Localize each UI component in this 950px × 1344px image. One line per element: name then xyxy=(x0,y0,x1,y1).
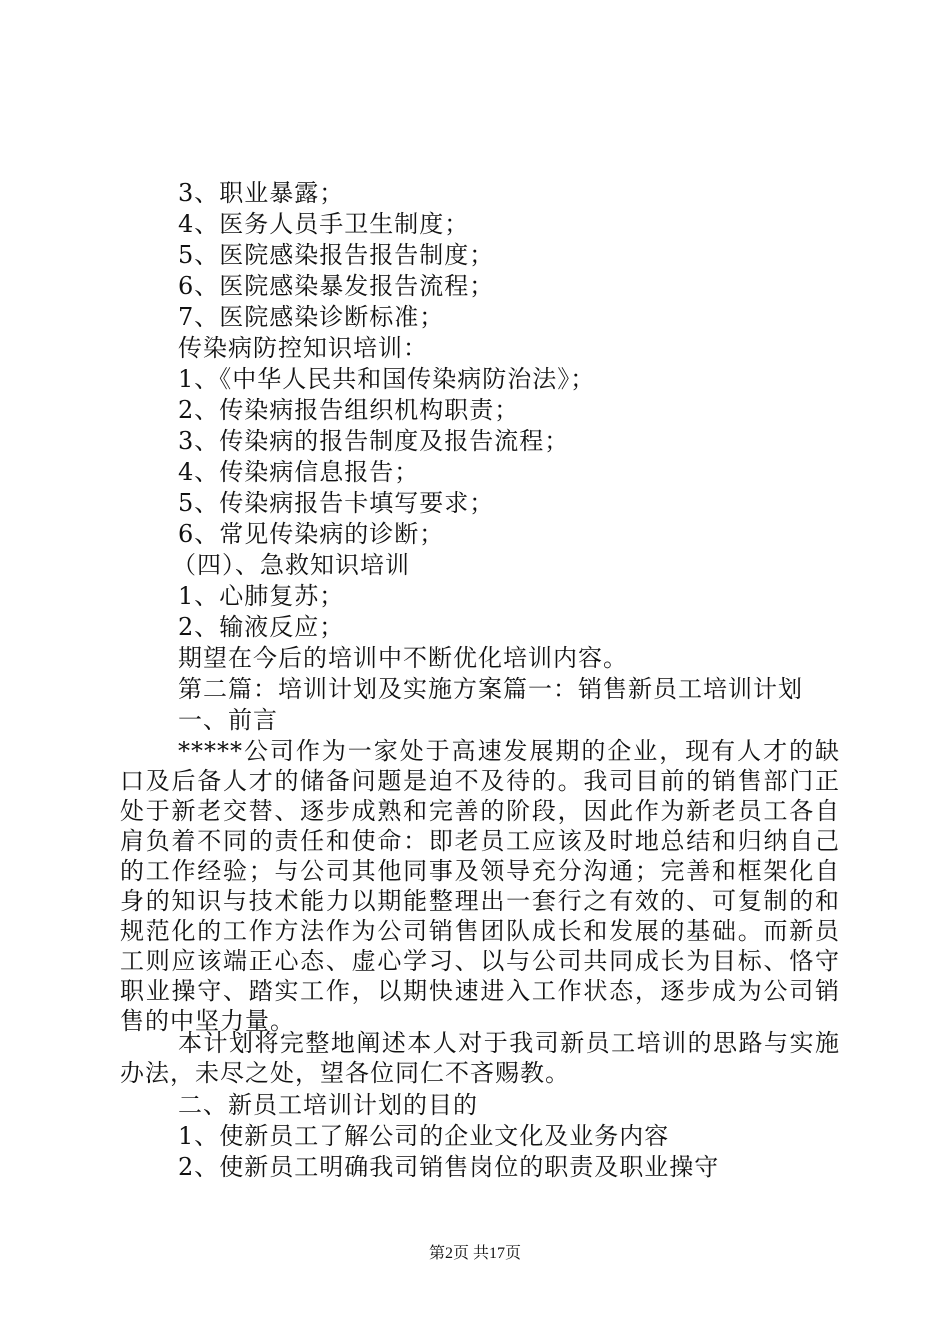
list-item: 6、常见传染病的诊断； xyxy=(178,520,445,548)
section-heading: （四）、急救知识培训 xyxy=(172,551,410,579)
list-item: 1、心肺复苏； xyxy=(178,582,345,610)
list-item: 1、《中华人民共和国传染病防治法》； xyxy=(178,365,596,393)
text-line: 期望在今后的培训中不断优化培训内容。 xyxy=(178,644,628,672)
list-item: 2、使新员工明确我司销售岗位的职责及职业操守 xyxy=(178,1153,720,1181)
body-paragraph: *****公司作为一家处于高速发展期的企业，现有人才的缺口及后备人才的储备问题是迫不及待的。我司目前的销售部门正处于新老交替、逐步成熟和完善的阶段，因此作为新老员工各自肩负着不同的责任和使命：即老员工应该及时地总结和归纳自己的工作经验；与公司其他同事及领导充分沟通；完善和框架化自身的知识与技术能力以期能整理出一套行之有效的、可复制的和规范化的工作方法作为公司销售团队成长和发展的基础。而新员工则应该端正心态、虚心学习、以与公司共同成长为目标、恪守职业操守、踏实工作，以期快速进入工作状态，逐步成为公司销售的中坚力量。 xyxy=(120,737,840,1035)
list-item: 4、传染病信息报告； xyxy=(178,458,420,486)
section-heading: 一、前言 xyxy=(178,706,278,734)
body-paragraph: 本计划将完整地阐述本人对于我司新员工培训的思路与实施办法，未尽之处，望各位同仁不吝赐教。 xyxy=(120,1029,840,1087)
list-item: 5、医院感染报告报告制度； xyxy=(178,241,495,269)
section-heading: 传染病防控知识培训： xyxy=(178,334,428,362)
list-item: 3、传染病的报告制度及报告流程； xyxy=(178,427,570,455)
list-item: 1、使新员工了解公司的企业文化及业务内容 xyxy=(178,1122,670,1150)
list-item: 3、职业暴露； xyxy=(178,179,345,207)
list-item: 2、传染病报告组织机构职责； xyxy=(178,396,520,424)
list-item: 5、传染病报告卡填写要求； xyxy=(178,489,495,517)
list-item: 2、输液反应； xyxy=(178,613,345,641)
section-heading: 二、新员工培训计划的目的 xyxy=(178,1091,478,1119)
chapter-title: 第二篇：培训计划及实施方案篇一：销售新员工培训计划 xyxy=(178,675,803,703)
list-item: 6、医院感染暴发报告流程； xyxy=(178,272,495,300)
list-item: 7、医院感染诊断标准； xyxy=(178,303,445,331)
page-footer: 第2页 共17页 xyxy=(428,1245,521,1262)
list-item: 4、医务人员手卫生制度； xyxy=(178,210,470,238)
